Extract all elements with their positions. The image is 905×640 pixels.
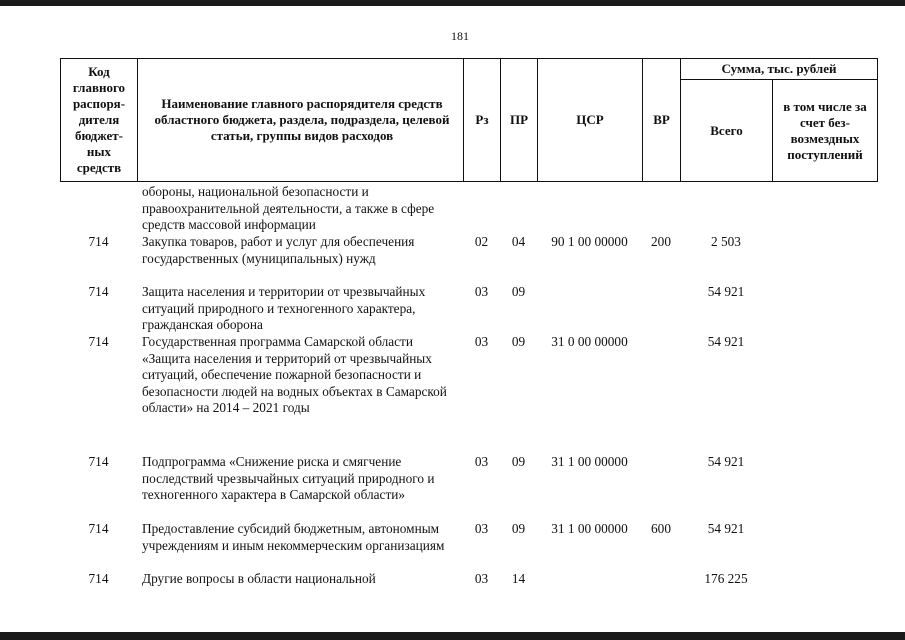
cell-rz: 03 (474, 284, 489, 299)
cell-name: Подпрограмма «Снижение риска и смягчение последствий чрезвычайных ситуаций природного и техногенного характера в Самарской области» (142, 454, 435, 502)
cell-name: Закупка товаров, работ и услуг для обеспечения государственных (муниципальных) нужд (142, 234, 415, 266)
cell-rz: 03 (474, 571, 489, 586)
bottom-border (0, 632, 905, 640)
cell-code: 714 (88, 284, 109, 299)
cell-csr: 31 1 00 00000 (551, 521, 628, 536)
cell-code: 714 (88, 234, 109, 249)
cell-name: Защита населения и территории от чрезвычайных ситуаций природного и техногенного характера, гражданская оборона (142, 284, 426, 332)
cell-code: 714 (88, 454, 109, 469)
cell-code: 714 (88, 571, 109, 586)
header-csr: ЦСР (576, 112, 604, 127)
cell-total: 54 921 (707, 454, 745, 469)
header-pr: ПР (509, 112, 529, 127)
cell-total: 2 503 (711, 234, 741, 249)
page-number: 181 (451, 29, 469, 43)
cell-vr: 600 (651, 521, 671, 536)
header-rz: Рз (475, 112, 489, 127)
top-border (0, 0, 905, 6)
cell-rz: 02 (474, 234, 489, 249)
cell-rz: 03 (474, 454, 489, 469)
cell-total: 54 921 (707, 284, 745, 299)
header-incl-free: в том числе за счет без-возмездных поступлений (783, 98, 867, 162)
cell-total: 54 921 (707, 334, 745, 349)
cell-rz: 03 (474, 521, 489, 536)
cell-name: Предоставление субсидий бюджетным, автономным учреждениям и иным некоммерческим организациям (142, 521, 445, 553)
cell-pr: 09 (511, 521, 526, 536)
header-vr: ВР (653, 112, 670, 127)
cell-pr: 04 (511, 234, 526, 249)
cell-pr: 09 (511, 284, 526, 299)
cell-total: 54 921 (707, 521, 745, 536)
cell-csr: 31 0 00 00000 (551, 334, 628, 349)
header-name: Наименование главного распорядителя средств областного бюджета, раздела, подраздела, целевой статьи, группы видов расходов (154, 96, 450, 143)
cell-pr: 14 (511, 571, 526, 586)
cell-name: Другие вопросы в области национальной (142, 571, 376, 586)
cell-name: обороны, национальной безопасности и правоохранительной деятельности, а также в сфере средств массовой информации (142, 184, 435, 232)
header-total: Всего (710, 122, 743, 138)
cell-pr: 09 (511, 454, 526, 469)
table-body (60, 182, 878, 632)
table-header (60, 58, 878, 182)
header-code: Код главного распоря-дителя бюджет-ных средств (72, 64, 126, 175)
cell-code: 714 (88, 521, 109, 536)
cell-code: 714 (88, 334, 109, 349)
cell-csr: 90 1 00 00000 (551, 234, 628, 249)
cell-vr: 200 (651, 234, 671, 249)
cell-pr: 09 (511, 334, 526, 349)
cell-total: 176 225 (704, 571, 748, 586)
cell-csr: 31 1 00 00000 (551, 454, 628, 469)
header-sum-group: Сумма, тыс. рублей (721, 61, 837, 76)
cell-name: Государственная программа Самарской области «Защита населения и территорий от чрезвычайных ситуаций, обеспечение пожарной безопасности и безопасности людей на водных объектах в Самарской области» на 2014 – 2021 годы (142, 334, 447, 415)
cell-rz: 03 (474, 334, 489, 349)
